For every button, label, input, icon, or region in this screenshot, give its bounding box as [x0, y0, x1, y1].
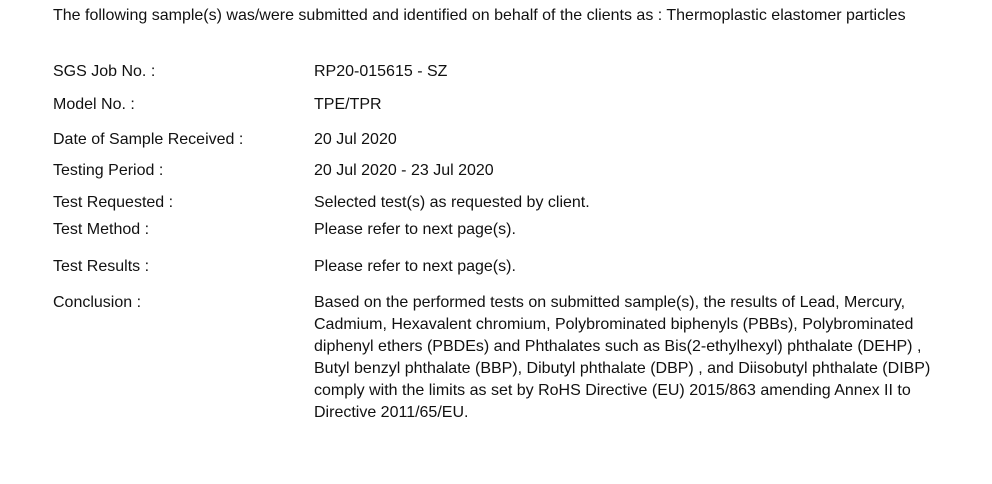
field-row-test-requested [53, 192, 972, 214]
field-row-conclusion [53, 292, 972, 424]
intro-text: The following sample(s) was/were submitted and identified on behalf of the clients as : Thermoplastic elastomer particles [53, 7, 906, 24]
test-requested-label: Test Requested : [53, 194, 174, 211]
date-received-label: Date of Sample Received : [53, 131, 244, 148]
field-row-model-no [53, 94, 972, 116]
date-received-value: 20 Jul 2020 [314, 131, 397, 148]
model-no-value: TPE/TPR [314, 96, 382, 113]
testing-period-value: 20 Jul 2020 - 23 Jul 2020 [314, 162, 494, 179]
field-row-test-method [53, 219, 972, 241]
job-no-label: SGS Job No. : [53, 63, 156, 80]
test-method-value: Please refer to next page(s). [314, 221, 516, 238]
test-results-value: Please refer to next page(s). [314, 258, 516, 275]
test-method-label: Test Method : [53, 221, 150, 238]
field-row-date-received [53, 129, 972, 151]
field-row-job-no [53, 61, 972, 83]
test-requested-value: Selected test(s) as requested by client. [314, 194, 590, 211]
model-no-label: Model No. : [53, 96, 135, 113]
field-row-testing-period [53, 160, 972, 182]
field-row-test-results [53, 256, 972, 278]
job-no-value: RP20-015615 - SZ [314, 63, 448, 80]
conclusion-label: Conclusion : [53, 294, 142, 311]
test-results-label: Test Results : [53, 258, 150, 275]
conclusion-value: Based on the performed tests on submitted sample(s), the results of Lead, Mercury, Cadmium, Hexavalent chromium, Polybrominated biphenyls (PBBs), Polybrominated diphenyl ethers (PBDEs) and Phthalates such as Bis(2-ethylhexyl) phthalate (DEHP) , Butyl benzyl phthalate (BBP), Dibutyl phthalate (DBP) , and Diisobutyl phthalate (DIBP) comply with the limits as set by RoHS Directive (EU) 2015/863 amending Annex II to Directive 2011/65/EU. [314, 294, 935, 421]
testing-period-label: Testing Period : [53, 162, 164, 179]
